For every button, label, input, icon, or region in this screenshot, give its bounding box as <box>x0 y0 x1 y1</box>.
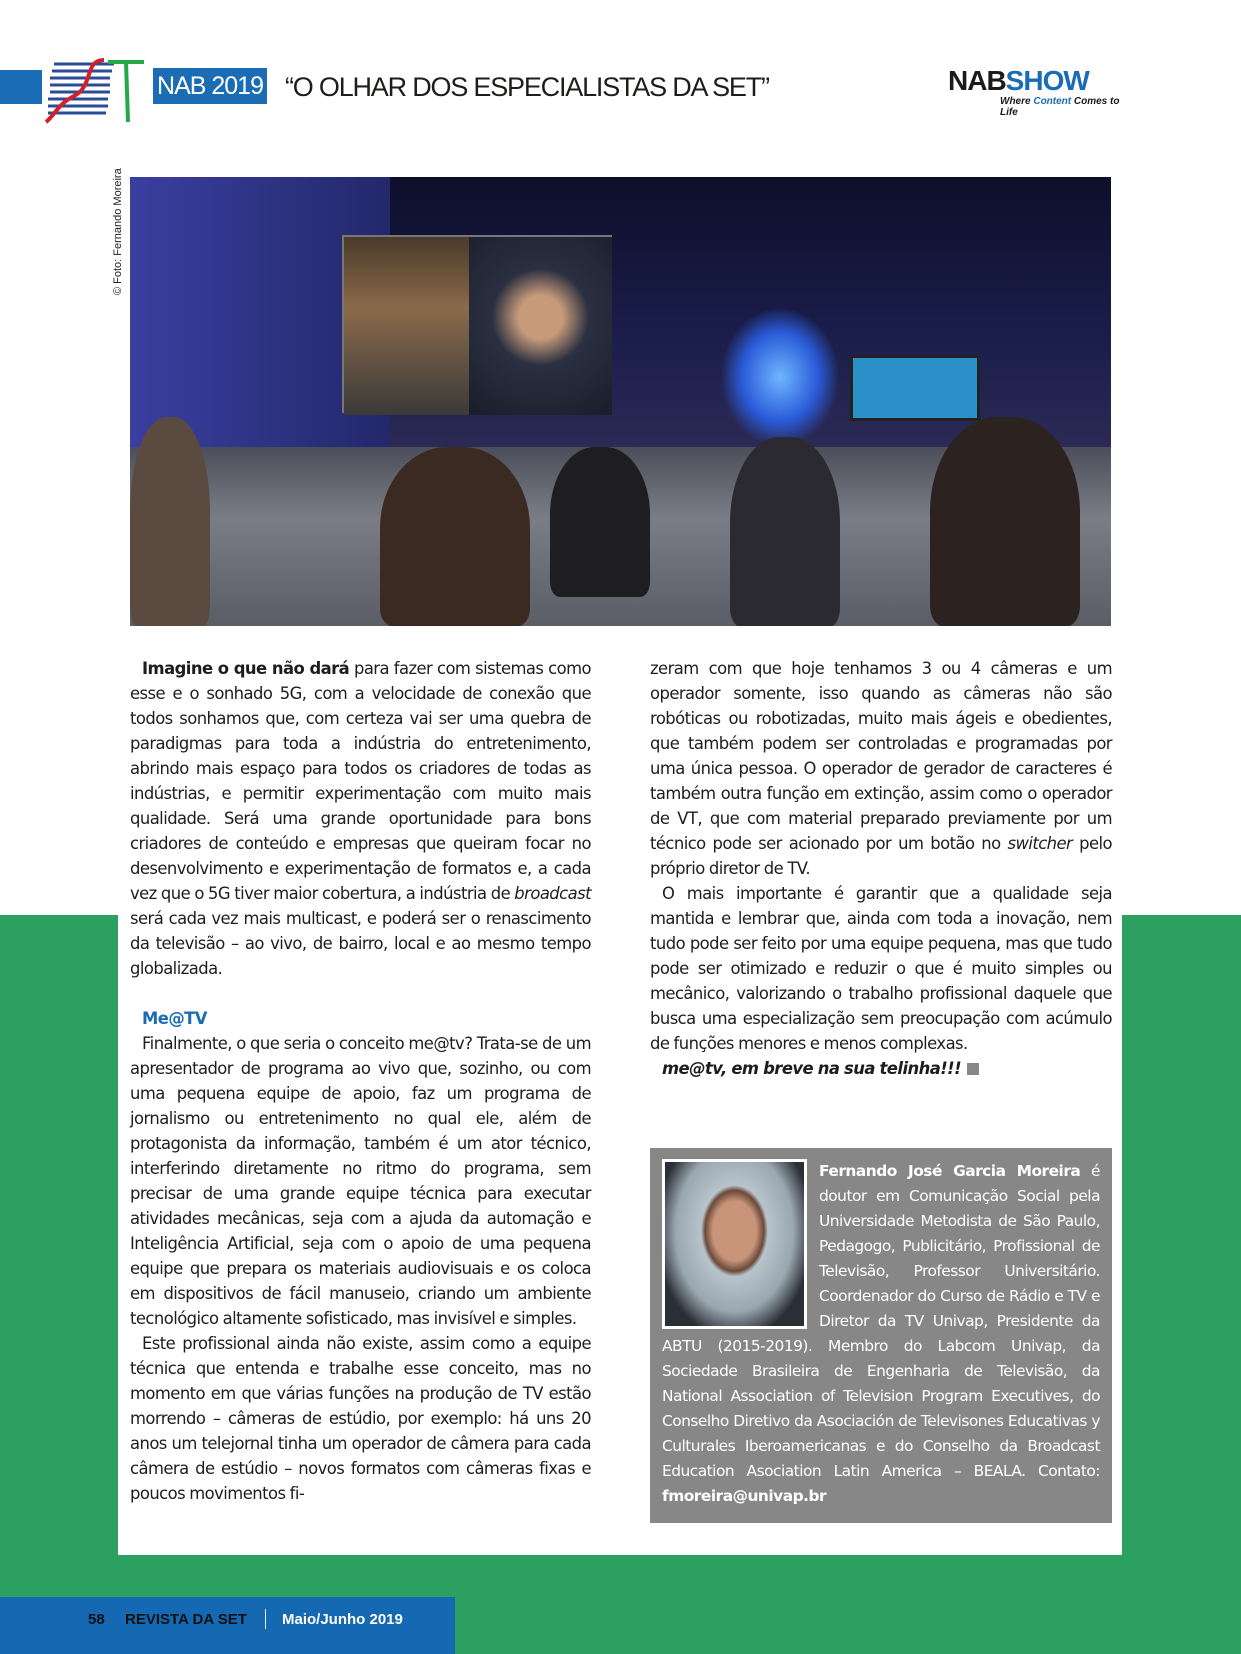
magazine-name: REVISTA DA SET <box>125 1611 247 1628</box>
article-column-left <box>130 656 591 1506</box>
page-number: 58 <box>88 1611 105 1628</box>
paragraph: O mais importante é garantir que a qualidade seja mantida e lembrar que, ainda com toda a inovação, nem tudo pode ser feito por uma equipe pequena, mas que tudo pode ser otimizado e reduzir o que é muito simples ou mecânico, valorizando o trabalho profissional daquele que busca uma especialização sem preocupação com acúmulo de funções menores e menos complexas. <box>650 884 1112 1053</box>
set-logo <box>44 56 146 126</box>
author-name: Fernando José Garcia Moreira <box>819 1162 1081 1180</box>
article-column-right <box>650 656 1112 1081</box>
paragraph: Este profissional ainda não existe, assim como a equipe técnica que entenda e trabalhe esse conceito, mas no momento em que várias funções na produção de TV estão morrendo – câmeras de estúdio, por exemplo: há uns 20 anos um telejornal tinha um operador de câmera para cada câmera de estúdio – novos formatos com câmeras fixas e poucos movimentos fi- <box>130 1334 591 1503</box>
page-footer <box>0 1597 455 1654</box>
conference-photo <box>130 177 1111 626</box>
author-bio-box: Fernando José Garcia Moreira é doutor em Comunicação Social pela Universidade Metodista de São Paulo, Pedagogo, Publicitário, Profissional de Televisão, Professor Universitário. Coordenador do Curso de Rádio e TV e Diretor da TV Univap, Presidente da ABTU (2015-2019). Membro do Labcom Univap, da Sociedade Brasileira de Engenharia de Televisão, da National Association of Television Program Executives, do Conselho Diretivo da Asociación de Televisones Educativas y Culturales Iberoamericanas e do Conselho da Broadcast Education Asociation Latin America – BEALA. Contato: fmoreira@univap.br <box>650 1148 1112 1523</box>
paragraph: Imagine o que não dará para fazer com sistemas como esse e o sonhado 5G, com a velocidade de conexão que todos sonhamos que, com certeza vai ser uma quebra de paradigmas para toda a indústria do entretenimento, abrindo mais espaço para todos os criadores de todas as indústrias, e permitir experimentação com muito mais qualidade. Será uma grande oportunidade para bons criadores de conteúdo e empresas que queiram focar no desenvolvimento e experimentação de formatos e, a cada vez que o 5G tiver maior cobertura, a indústria de broadcast será cada vez mais multicast, e poderá ser o renascimento da televisão – ao vivo, de bairro, local e ao mesmo tempo globalizada. <box>130 659 591 978</box>
section-label: NAB 2019 <box>153 68 267 104</box>
paragraph: Finalmente, o que seria o conceito me@tv? Trata-se de um apresentador de programa ao vivo que, sozinho, ou com uma pequena equipe de apoio, faz um programa de jornalismo ou entretenimento no qual ele, além de protagonista da informação, também é um ator técnico, interferindo diretamente no ritmo do programa, sem precisar de uma grande equipe técnica para executar atividades mecânicas, seja com a ajuda da automação e Inteligência Artificial, seja com o apoio de uma pequena equipe que prepara os materiais audiovisuais e os coloca em dispositivos de fácil manuseio, criando um ambiente tecnológico altamente sofisticado, mas invisível e simples. <box>130 1034 591 1328</box>
end-mark-icon <box>967 1063 979 1075</box>
author-email[interactable]: fmoreira@univap.br <box>662 1487 827 1505</box>
page-header-title: “O OLHAR DOS ESPECIALISTAS DA SET” <box>285 72 769 102</box>
closing-line: me@tv, em breve na sua telinha!!! <box>650 1056 1112 1081</box>
issue-date: Maio/Junho 2019 <box>282 1611 403 1628</box>
header-accent-bar <box>0 70 42 104</box>
nabshow-logo: NABSHOW Where Content Comes to Life <box>948 65 1120 118</box>
footer-divider <box>265 1609 266 1629</box>
paragraph: zeram com que hoje tenhamos 3 ou 4 câmeras e um operador somente, isso quando as câmeras não são robóticas ou robotizadas, muito mais ágeis e obedientes, que também podem ser controladas e programadas por uma única pessoa. O operador de gerador de caracteres é também outra função em extinção, assim como o operador de VT, que com material preparado previamente por um técnico pode ser acionado por um botão no switcher pelo próprio diretor de TV. <box>650 659 1112 878</box>
author-photo <box>662 1159 807 1329</box>
photo-credit: © Foto: Fernando Moreira <box>112 168 124 295</box>
section-subheading: Me@TV <box>142 1009 207 1028</box>
